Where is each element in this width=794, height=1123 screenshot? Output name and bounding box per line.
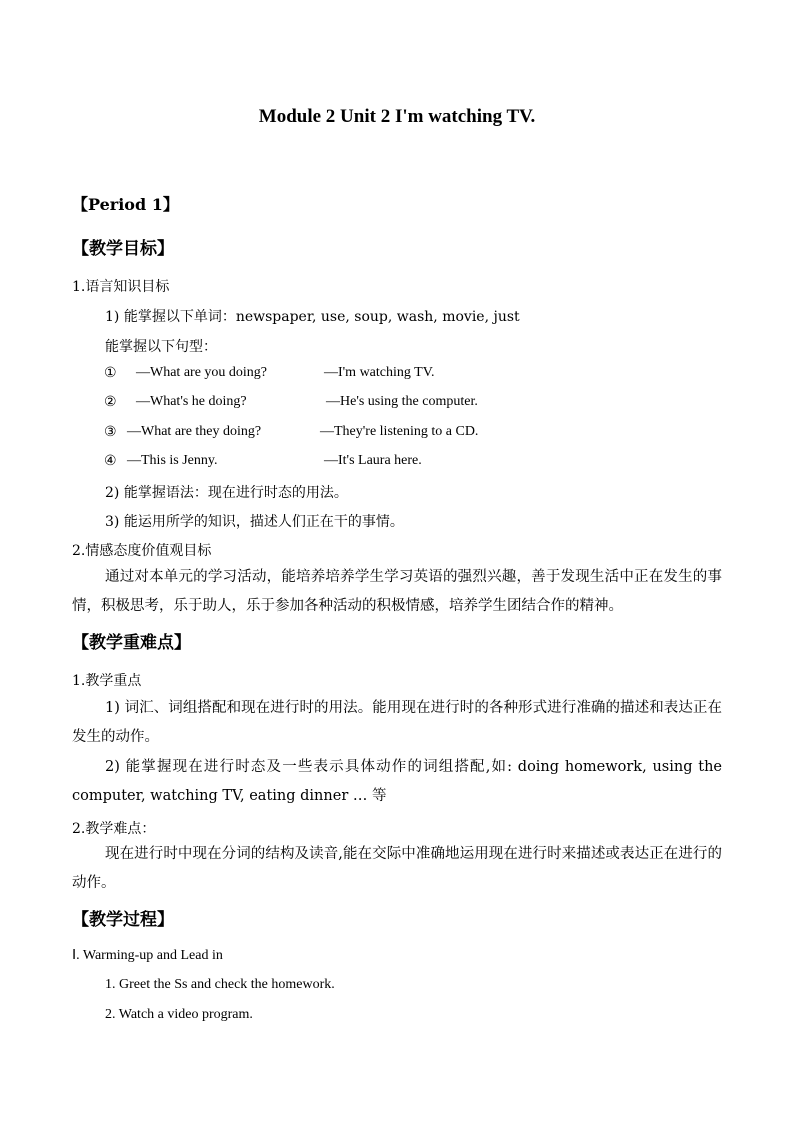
attitude-text: 通过对本单元的学习活动，能培养培养学生学习英语的强烈兴趣，善于发现生活中正在发生的事情，积极思考，乐于助人，乐于参加各种活动的积极情感，培养学生团结合作的精神。	[72, 569, 722, 614]
attitude-heading: 2.情感态度价值观目标	[72, 543, 212, 559]
difficulty-heading: 2.教学难点：	[72, 821, 156, 837]
focus-text-1: 1) 词汇、词组搭配和现在进行时的用法。能用现在进行时的各种形式进行准确的描述和表达正在发生的动作。	[72, 700, 722, 745]
step1-item: 2. Watch a video program.	[105, 1007, 253, 1022]
difficulty-paragraph	[72, 840, 722, 898]
focus-paragraph-1	[72, 694, 722, 752]
objectives-heading: 【教学目标】	[72, 239, 174, 259]
sentence-intro: 能掌握以下句型：	[105, 339, 217, 355]
sentence-number: ④	[104, 454, 117, 469]
focus-heading: 1.教学重点	[72, 673, 142, 689]
sentence-answer: —They're listening to a CD.	[320, 424, 479, 439]
language-objectives-heading: 1.语言知识目标	[72, 279, 170, 295]
step1-heading: Ⅰ. Warming-up and Lead in	[72, 948, 223, 963]
step1-item: 1. Greet the Ss and check the homework.	[105, 977, 335, 992]
sentence-question: —What's he doing?	[136, 394, 247, 409]
sentence-number: ①	[104, 366, 117, 381]
sentence-answer: —He's using the computer.	[326, 394, 478, 409]
sentence-question: —What are you doing?	[136, 365, 268, 380]
sentence-answer: —I'm watching TV.	[324, 365, 435, 380]
focus-text-2: 2) 能掌握现在进行时态及一些表示具体动作的词组搭配,如: doing homework, using the computer, watching TV, eating dinner … 等	[72, 759, 722, 804]
difficulty-text: 现在进行时中现在分词的结构及读音,能在交际中准确地运用现在进行时来描述或表达正在进行的动作。	[72, 846, 722, 891]
sentence-question: —This is Jenny.	[127, 453, 218, 468]
apply-line: 3) 能运用所学的知识，描述人们正在干的事情。	[105, 514, 404, 530]
key-points-heading: 【教学重难点】	[72, 633, 191, 653]
process-heading: 【教学过程】	[72, 910, 174, 930]
sentence-number: ②	[104, 395, 117, 410]
sentence-number: ③	[104, 425, 117, 440]
sentence-answer: —It's Laura here.	[324, 453, 422, 468]
vocabulary-line: 1) 能掌握以下单词：newspaper, use, soup, wash, movie, just	[105, 309, 520, 325]
attitude-paragraph	[72, 563, 722, 621]
period-label: 【Period 1】	[72, 195, 179, 214]
document-title: Module 2 Unit 2 I'm watching TV.	[258, 106, 536, 127]
sentence-question: —What are they doing?	[127, 424, 262, 439]
grammar-line: 2) 能掌握语法：现在进行时态的用法。	[105, 485, 348, 501]
focus-paragraph-2	[72, 753, 722, 811]
